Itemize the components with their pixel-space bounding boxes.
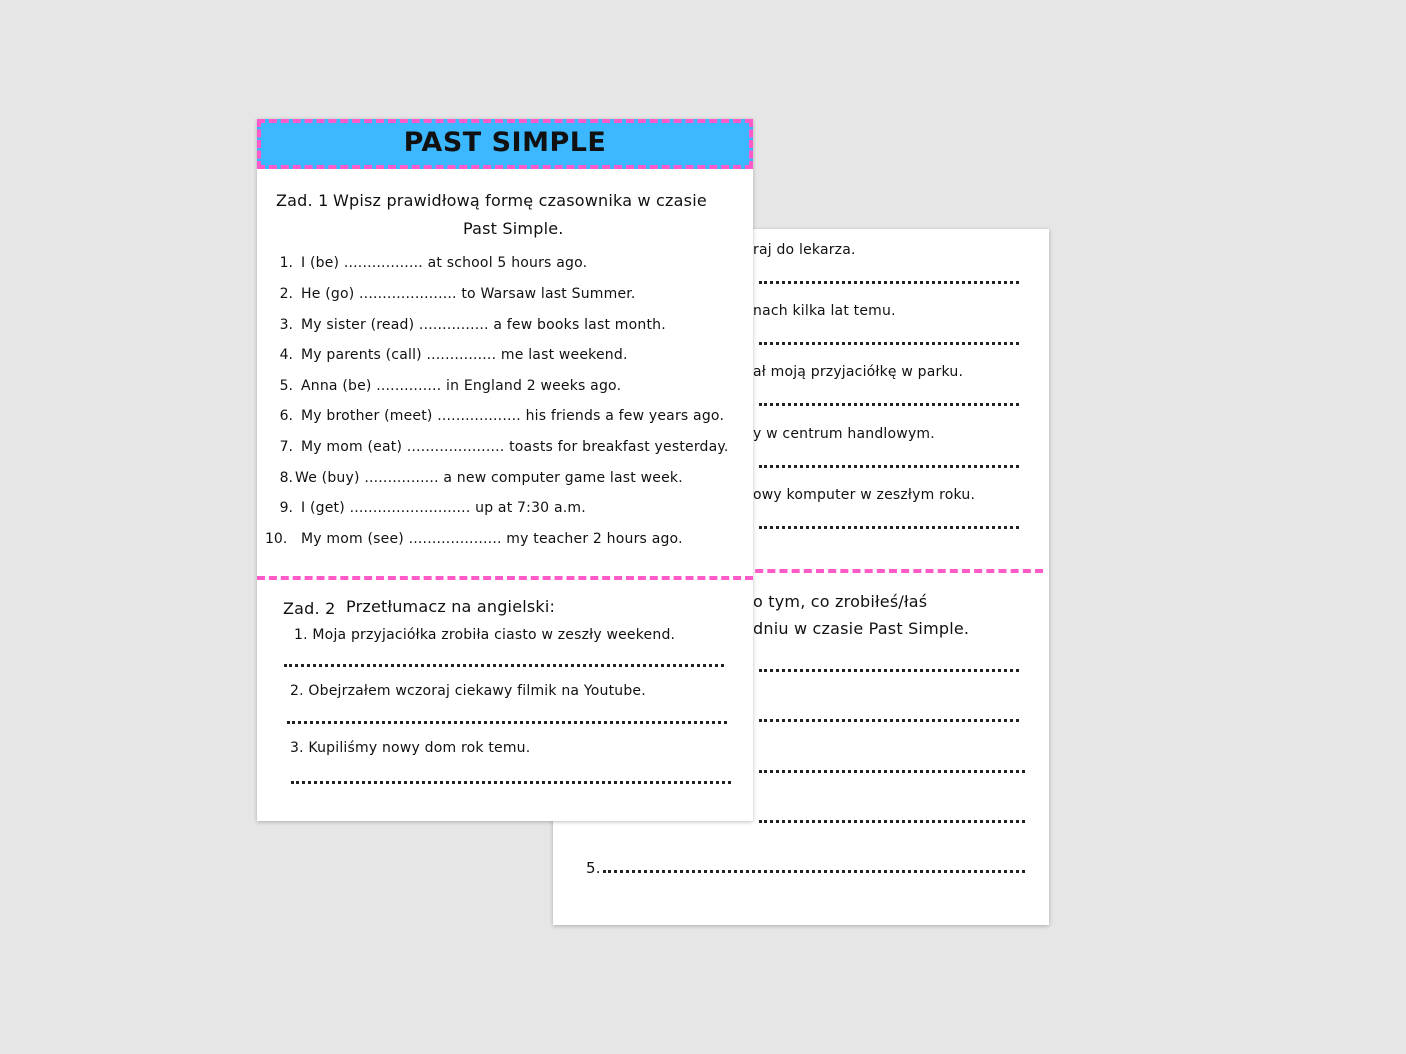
task1-item [301, 439, 729, 455]
task1-item-before: My brother (meet) [301, 408, 433, 424]
answer-dotted-line [287, 721, 727, 724]
task1-instruction-line2: Past Simple. [463, 219, 564, 238]
worksheet-page-1 [257, 119, 753, 821]
task1-item-after: a few books last month. [493, 317, 666, 333]
task1-item-before: I (be) [301, 255, 340, 271]
task1-item-dots: .................... [408, 531, 502, 547]
task1-item [301, 255, 587, 271]
answer-dotted-line [759, 770, 1025, 773]
answer-dotted-line [759, 719, 1019, 722]
task1-item-number: 7. [279, 439, 293, 455]
task1-instruction-line1: Wpisz prawidłową formę czasownika w czasie [333, 191, 707, 210]
task1-item-before: He (go) [301, 286, 355, 302]
task1-item-dots: .................. [437, 408, 521, 424]
task1-item-before: We (buy) [295, 470, 360, 486]
task1-item-before: My mom (eat) [301, 439, 403, 455]
task1-item [301, 531, 683, 547]
section-divider [257, 576, 753, 580]
task1-item-dots: ..................... [406, 439, 505, 455]
task1-item [295, 470, 683, 486]
answer-dotted-line [759, 820, 1025, 823]
task1-item-dots: ............... [418, 317, 489, 333]
task1-item [301, 286, 636, 302]
task1-item-dots: ................ [364, 470, 439, 486]
answer-dotted-line [759, 465, 1019, 468]
task2-item: 1. Moja przyjaciółka zrobiła ciasto w zeszły weekend. [294, 627, 676, 643]
task1-item-before: My parents (call) [301, 347, 422, 363]
task1-item-dots: .......................... [349, 500, 471, 516]
task1-item-number: 6. [279, 408, 293, 424]
task1-item-before: I (get) [301, 500, 345, 516]
task1-item-number: 10. [265, 531, 288, 547]
task1-item-after: at school 5 hours ago. [427, 255, 588, 271]
task1-item-after: up at 7:30 a.m. [475, 500, 586, 516]
task1-label: Zad. 1 [276, 191, 329, 210]
answer-dotted-line [759, 669, 1019, 672]
task1-item-after: his friends a few years ago. [525, 408, 725, 424]
answer-dotted-line [291, 781, 731, 784]
task1-item-number: 1. [279, 255, 293, 271]
task2-item: 3. Kupiliśmy nowy dom rok temu. [290, 740, 531, 756]
task2-label: Zad. 2 [283, 599, 336, 618]
task1-item [301, 317, 666, 333]
task1-item-dots: .............. [376, 378, 442, 394]
task1-item-dots: ............... [426, 347, 497, 363]
task3-instruction-line2: dniu w czasie Past Simple. [753, 619, 970, 638]
answer-dotted-line [759, 342, 1019, 345]
answer-line-text: owy komputer w zeszłym roku. [753, 487, 976, 503]
task2-instruction: Przetłumacz na angielski: [346, 597, 556, 616]
task1-item-number: 2. [279, 286, 293, 302]
answer-line-text: nach kilka lat temu. [753, 303, 896, 319]
answer-dotted-line [284, 664, 724, 667]
task1-item-dots: ................. [343, 255, 423, 271]
task1-item-dots: ..................... [359, 286, 457, 302]
task1-item [301, 408, 724, 424]
task1-item [301, 378, 621, 394]
answer-dotted-line [603, 870, 1025, 873]
task1-item [301, 347, 628, 363]
answer-dotted-line [759, 281, 1019, 284]
task1-item-after: a new computer game last week. [443, 470, 683, 486]
task1-item-number: 5. [279, 378, 293, 394]
task3-instruction-line1: o tym, co zrobiłeś/łaś [753, 592, 928, 611]
task1-item-number: 3. [279, 317, 293, 333]
title-banner [257, 119, 753, 169]
task1-item [301, 500, 586, 516]
task1-item-after: my teacher 2 hours ago. [506, 531, 683, 547]
task1-item-before: Anna (be) [301, 378, 372, 394]
answer-line-text: y w centrum handlowym. [753, 426, 935, 442]
task1-item-number: 4. [279, 347, 293, 363]
section-divider [743, 569, 1043, 573]
task1-item-before: My sister (read) [301, 317, 415, 333]
task1-item-number: 8. [279, 470, 293, 486]
task1-item-after: in England 2 weeks ago. [446, 378, 622, 394]
task1-item-before: My mom (see) [301, 531, 404, 547]
answer-line-text: raj do lekarza. [753, 242, 856, 258]
task1-item-after: me last weekend. [500, 347, 628, 363]
task1-item-number: 9. [279, 500, 293, 516]
task2-item: 2. Obejrzałem wczoraj ciekawy filmik na Youtube. [290, 683, 646, 699]
answer-dotted-line [759, 403, 1019, 406]
answer-dotted-line [759, 526, 1019, 529]
task1-item-after: toasts for breakfast yesterday. [509, 439, 729, 455]
answer-line-text: ał moją przyjaciółkę w parku. [753, 364, 964, 380]
worksheet-title: PAST SIMPLE [403, 127, 607, 158]
task1-item-after: to Warsaw last Summer. [461, 286, 636, 302]
answer-line-number: 5. [586, 859, 601, 877]
